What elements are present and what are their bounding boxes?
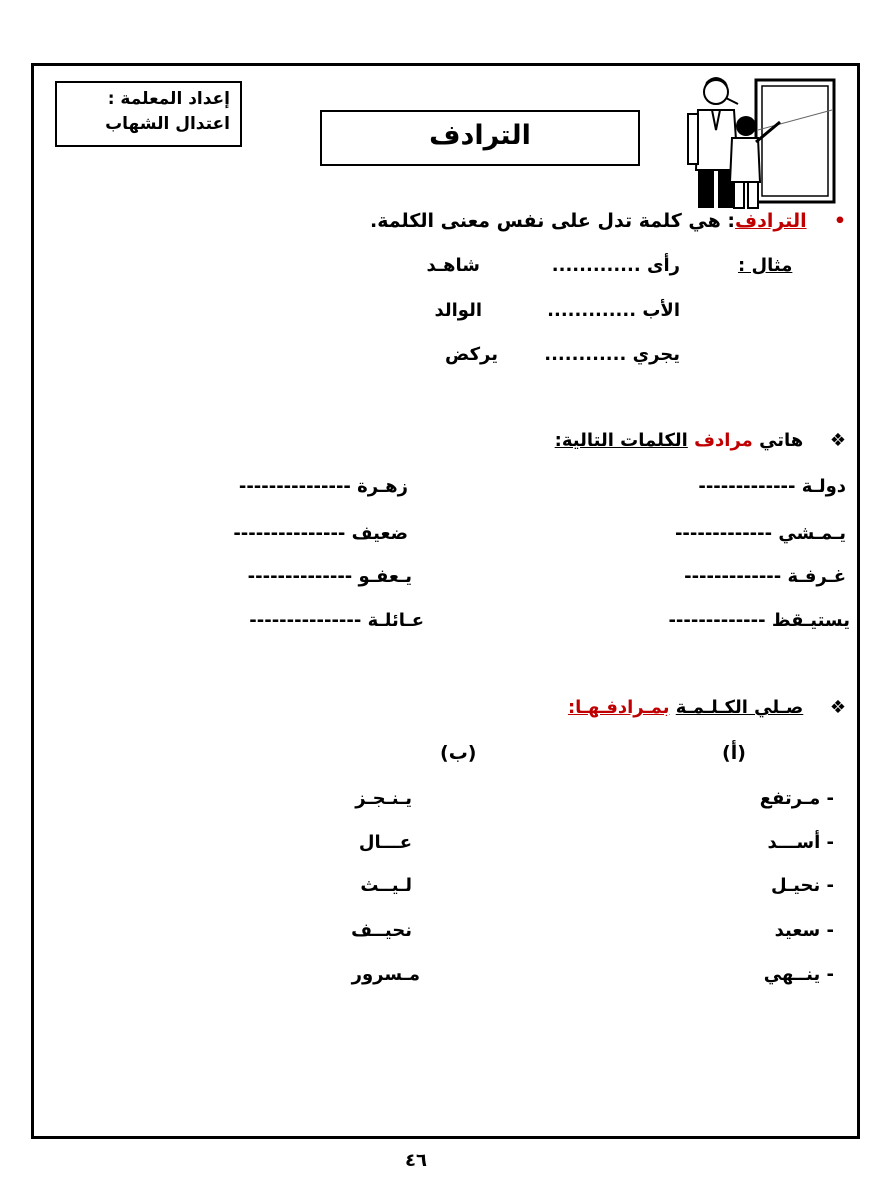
exercise1-heading-red: مرادف xyxy=(694,430,753,451)
exercise2-heading xyxy=(568,697,846,718)
page-number: ٤٦ xyxy=(405,1150,427,1171)
example-label: مثال : xyxy=(738,255,793,276)
column-b-label: (ب) xyxy=(440,742,477,764)
column-a-label: (أ) xyxy=(722,742,746,764)
teacher-at-board-illustration xyxy=(668,70,840,210)
exercise1-left-item: زهـرة --------------- xyxy=(238,476,408,497)
teacher-credit-box xyxy=(55,81,242,147)
teacher-credit-label: إعداد المعلمة : xyxy=(107,89,230,109)
bullet-icon: • xyxy=(833,210,846,232)
diamond-bullet-icon: ❖ xyxy=(829,430,846,451)
match-item-b: عـــال xyxy=(358,832,412,853)
definition-term: الترادف xyxy=(735,210,807,232)
exercise1-left-item: ضعيف --------------- xyxy=(233,523,408,544)
exercise2-heading-red: بمـرادفـهـا: xyxy=(567,697,670,718)
definition-text: : هي كلمة تدل على نفس معنى الكلمة. xyxy=(370,210,736,232)
match-item-a: - مـرتفع xyxy=(759,788,834,809)
example-word-2: الأب ............. xyxy=(547,300,680,321)
example-synonym-1: شاهـد xyxy=(426,255,480,276)
diamond-bullet-icon: ❖ xyxy=(829,697,846,718)
example-synonym-2: الوالد xyxy=(434,300,482,321)
match-item-a: - سعيد xyxy=(774,920,834,941)
teacher-name: اعتدال الشهاب xyxy=(105,114,230,134)
example-synonym-3: يركض xyxy=(445,344,498,365)
exercise1-heading-post: الكلمات التالية: xyxy=(554,430,688,451)
exercise1-right-item: يستيـقظ ------------- xyxy=(668,610,850,631)
exercise1-left-item: يـعفـو -------------- xyxy=(247,566,412,587)
exercise1-heading xyxy=(555,430,846,451)
exercise2-heading-pre: صـلي الكـلـمـة xyxy=(675,697,804,718)
example-word-3: يجري ............ xyxy=(544,344,680,365)
match-item-b: نحيــف xyxy=(351,920,412,941)
exercise1-left-item: عـائلـة --------------- xyxy=(249,610,424,631)
exercise1-right-item: يـمـشي ------------- xyxy=(674,523,846,544)
match-item-b: مـسرور xyxy=(351,964,420,985)
match-item-b: لـيــث xyxy=(360,875,412,896)
exercise1-right-item: غـرفـة ------------- xyxy=(684,566,846,587)
page-title: الترادف xyxy=(320,110,640,166)
definition-line xyxy=(370,210,846,232)
match-item-a: - نحيـل xyxy=(770,875,834,896)
exercise1-heading-pre: هاتي xyxy=(759,430,804,451)
match-item-a: - ينــهي xyxy=(763,964,834,985)
exercise1-right-item: دولـة ------------- xyxy=(698,476,846,497)
match-item-a: - أســـد xyxy=(767,832,834,853)
match-item-b: يـنـجـز xyxy=(355,788,412,809)
example-word-1: رأى ............. xyxy=(551,255,680,276)
